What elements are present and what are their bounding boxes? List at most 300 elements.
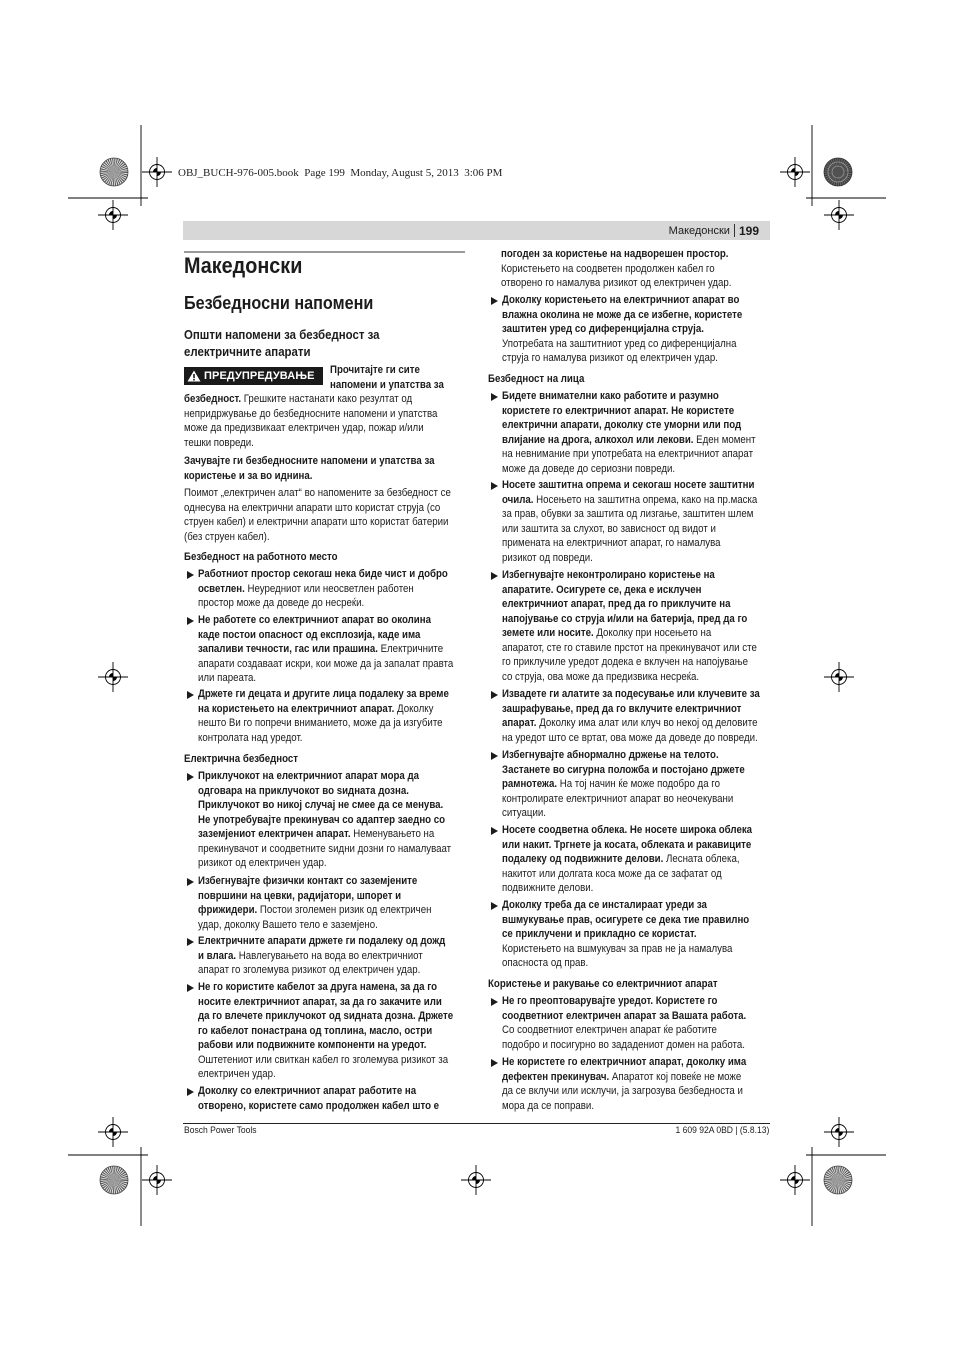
regular-text: Користењето на соодветен продолжен кабел го xyxy=(501,262,715,275)
bullet-text xyxy=(198,934,488,978)
text-line xyxy=(184,326,474,343)
text-line xyxy=(502,806,792,821)
color-wheel-mark xyxy=(824,158,852,186)
bold-text: дефектен прекинувач. xyxy=(502,1070,610,1083)
text-line xyxy=(501,276,791,291)
bullet-arrow-icon xyxy=(187,938,194,946)
regular-text: простор може да доведе до несреќи. xyxy=(198,597,365,609)
bold-text: фрижидери. xyxy=(198,904,258,916)
bullet-item xyxy=(491,1055,774,1112)
bold-text: Избегнувајте неконтролирано користење на xyxy=(502,569,715,581)
regular-text: Доколку има алат или клуч во некој од деловите xyxy=(536,717,758,729)
text-line xyxy=(502,478,792,493)
bold-text: запаливи течности, гас или прашина. xyxy=(198,643,378,655)
regular-text: со струја, ова може да предизвика несреќа. xyxy=(502,670,700,683)
color-wheel-mark xyxy=(824,1166,852,1194)
regular-text: ризикот од електричен удар. xyxy=(198,857,327,869)
text-line xyxy=(502,351,792,366)
text-line xyxy=(184,469,474,484)
regular-text: Неменувањето на xyxy=(350,828,435,840)
regular-text: Употребата на заштитниот уред со диференцијална xyxy=(502,337,737,350)
bold-text: Општи напомени за безбедност за xyxy=(184,327,380,342)
text-line xyxy=(198,918,488,933)
bullet-text xyxy=(198,1084,488,1113)
text-line xyxy=(502,716,792,731)
text-line xyxy=(198,1024,488,1039)
text-line xyxy=(198,582,488,597)
text-line xyxy=(198,784,488,799)
regular-text: удар, доколку Вашето тело е заземјено. xyxy=(198,918,378,931)
text-line xyxy=(502,322,792,337)
registration-mark xyxy=(98,200,128,230)
text-line xyxy=(184,421,474,436)
text-line xyxy=(502,522,792,537)
text-line xyxy=(198,657,488,672)
text-line xyxy=(502,956,792,971)
regular-text: примената на електричниот апарат, го намалува xyxy=(502,537,721,549)
header-divider xyxy=(734,224,735,237)
bullet-item xyxy=(491,748,774,819)
text-line xyxy=(198,842,488,857)
bullet-item xyxy=(187,934,470,976)
regular-text: На тој начин ќе може подобро да го xyxy=(557,778,720,790)
text-line xyxy=(502,493,792,508)
bullet-item xyxy=(491,478,774,564)
regular-text: контролата над уредот. xyxy=(198,731,303,744)
bullet-arrow-icon xyxy=(187,571,194,579)
text-line xyxy=(502,1055,792,1070)
regular-text: тешки повреди. xyxy=(184,436,254,449)
text-line xyxy=(502,293,792,308)
text-line xyxy=(501,262,791,277)
bold-text: електричниот апарат, пред да го приклучите на xyxy=(502,598,731,610)
text-line xyxy=(198,1009,488,1024)
bullet-arrow-icon xyxy=(491,572,498,580)
regular-text: Носењето на заштитна опрема, како на пр.маска xyxy=(533,493,758,506)
text-line xyxy=(502,731,792,746)
regular-text: да се вклучи или исклучи, ја загрозува безбедноста и xyxy=(502,1085,743,1097)
text-line xyxy=(502,404,792,419)
text-line xyxy=(502,867,792,882)
running-header xyxy=(183,221,770,240)
bold-text: Приклучокот во никој случај не смее да се менува. xyxy=(198,799,444,811)
bold-text: Доколку треба да се инсталираат уреди за xyxy=(502,899,707,911)
regular-text: однесува на електрични апарати што користат струја (со xyxy=(184,501,441,514)
bullet-item xyxy=(187,567,470,609)
bullet-text xyxy=(198,769,488,871)
bullet-arrow-icon xyxy=(491,998,498,1006)
subheading xyxy=(184,326,474,360)
heading-workplace-safety: Безбедност на работното место xyxy=(184,551,338,563)
text-line xyxy=(198,642,488,657)
text-line xyxy=(502,994,792,1009)
text-line xyxy=(198,1084,488,1099)
regular-text: струја го намалува ризикот од електричен удар. xyxy=(502,352,718,364)
regular-text: Грешките настанати како резултат од xyxy=(241,393,413,405)
text-line xyxy=(502,852,792,867)
bullet-text xyxy=(502,748,792,821)
text-line xyxy=(502,792,792,807)
text-line xyxy=(502,1070,792,1085)
bold-text: безбедност. xyxy=(184,393,242,405)
text-line xyxy=(502,418,792,433)
regular-text: апаратот, сте го ставиле прстот на прекинувачот или сте xyxy=(502,641,757,654)
bold-text: влијание на дрога, алкохол или лекови. xyxy=(502,433,694,446)
regular-text: апарати создаваат искри, кои може да ја запалат правта xyxy=(198,657,454,670)
bullet-arrow-icon xyxy=(491,1059,498,1067)
bullet-text xyxy=(502,293,792,366)
regular-text: ризикот од повреди. xyxy=(502,551,593,564)
text-line xyxy=(502,308,792,323)
bold-text: Извадете ги алатите за подесување или клучевите за xyxy=(502,688,760,700)
bold-text: погоден за користење на надворешен простор. xyxy=(501,248,729,260)
bullet-arrow-icon xyxy=(491,393,498,401)
section-heading: Безбедносни напомени xyxy=(184,293,374,313)
text-line xyxy=(502,748,792,763)
bullet-item xyxy=(491,293,774,364)
bold-text: очила. xyxy=(502,493,534,506)
regular-text: нешто Ви го попречи вниманието, може да ја изгубите xyxy=(198,717,443,729)
warning-badge-label: ПРЕДУПРЕДУВАЊЕ xyxy=(204,370,315,382)
text-line xyxy=(502,641,792,656)
text-line xyxy=(184,501,474,516)
text-line xyxy=(502,687,792,702)
text-line xyxy=(502,507,792,522)
text-line xyxy=(502,927,792,942)
warning-badge xyxy=(184,367,323,385)
regular-text: Користењето на вшмукувач за прав не ја намалува xyxy=(502,942,733,955)
text-line xyxy=(502,881,792,896)
footer-document-code: 1 609 92A 0BD | (5.8.13) xyxy=(675,1125,769,1136)
regular-text: Оштетениот или свиткан кабел го зголемува ризикот за xyxy=(198,1053,449,1066)
text-line xyxy=(198,1067,488,1082)
color-wheel-mark xyxy=(100,158,128,186)
bold-text: Не користете го електричниот апарат, доколку има xyxy=(502,1056,747,1068)
text-line xyxy=(184,436,474,451)
bold-text: каде постои опасност од експлозија, каде има xyxy=(198,628,421,641)
bullet-arrow-icon xyxy=(491,482,498,490)
bold-text: Доколку со електричниот апарат работите на xyxy=(198,1085,417,1097)
bold-text: зашрафување, пред да го вклучите електричниот xyxy=(502,702,742,715)
text-line xyxy=(198,628,488,643)
text-line xyxy=(502,1099,792,1114)
text-line xyxy=(502,389,792,404)
text-line xyxy=(502,655,792,670)
text-line xyxy=(198,934,488,949)
regular-text: Еден момент xyxy=(693,433,756,446)
text-line xyxy=(198,949,488,964)
text-line xyxy=(198,671,488,686)
page-number: 199 xyxy=(738,223,759,238)
text-line xyxy=(502,763,792,778)
bold-text: носите електричниот апарат, за да го закачите или xyxy=(198,995,442,1008)
bullet-text xyxy=(198,980,488,1082)
text-line xyxy=(198,1038,488,1053)
regular-text: Навлегувањето на вода во електричниот xyxy=(236,949,423,962)
bold-text: апаратите. Осигурете се, дека е исклучен xyxy=(502,583,702,596)
regular-text: Апаратот кој повеќе не може xyxy=(609,1070,742,1083)
text-line xyxy=(502,626,792,641)
registration-mark xyxy=(142,1165,172,1195)
text-line xyxy=(198,963,488,978)
text-line xyxy=(502,568,792,583)
regular-text: Поимот „електричен алат“ во напомените за безбедност се xyxy=(184,487,451,499)
bullet-text xyxy=(502,994,792,1052)
footer-rule xyxy=(183,1123,770,1124)
bold-text: Не употребувајте прекинувач со адаптер заедно со xyxy=(198,813,446,826)
bullet-arrow-icon xyxy=(187,878,194,886)
bold-text: влажна околина не може да се избегне, користете xyxy=(502,308,743,321)
bullet-item xyxy=(491,898,774,969)
bold-text: или накит. Тргнете ја косата, облеката и ракавиците xyxy=(502,838,752,851)
bullet-arrow-icon xyxy=(187,691,194,699)
text-line xyxy=(502,838,792,853)
text-line xyxy=(502,462,792,477)
bullet-arrow-icon xyxy=(491,827,498,835)
bullet-arrow-icon xyxy=(491,752,498,760)
bold-text: го кабелот понастрана од топлина, масло, остри xyxy=(198,1024,433,1037)
bold-text: електричните апарати xyxy=(184,344,311,359)
text-line xyxy=(184,515,474,530)
bold-text: одговара на приклучокот во ѕидната дозна. xyxy=(198,784,409,797)
registration-mark xyxy=(824,200,854,230)
text-line xyxy=(198,980,488,995)
text-line xyxy=(198,798,488,813)
registration-mark xyxy=(824,1117,854,1147)
registration-mark xyxy=(461,1165,491,1195)
regular-text: Електричните xyxy=(377,643,444,655)
bold-text: подалеку од подвижните делови. xyxy=(502,853,664,865)
text-line xyxy=(198,1099,488,1114)
bold-text: напојување со струја и/или на батерија, пред да го xyxy=(502,612,748,625)
bullet-arrow-icon xyxy=(187,1088,194,1096)
text-line xyxy=(198,613,488,628)
text-line xyxy=(502,898,792,913)
heading-personal-safety: Безбедност на лица xyxy=(488,373,585,385)
text-line xyxy=(184,392,474,407)
text-line xyxy=(502,1023,792,1038)
bold-text: Работниот простор секогаш нека биде чист и добро xyxy=(198,568,448,580)
heading-tool-use: Користење и ракување со електричниот апарат xyxy=(488,978,718,990)
bold-text: Електричните апарати држете ги подалеку од дожд xyxy=(198,935,446,947)
registration-mark xyxy=(142,157,172,187)
bold-text: на користењето на електричниот апарат. xyxy=(198,702,395,715)
bullet-arrow-icon xyxy=(187,773,194,781)
bullet-text xyxy=(502,823,792,896)
regular-text: Лесната облека, xyxy=(663,853,740,865)
registration-mark xyxy=(824,662,854,692)
bold-text: отворено, користете само продолжен кабел што е xyxy=(198,1099,440,1112)
bold-text: рамнотежа. xyxy=(502,778,558,790)
text-line xyxy=(198,856,488,871)
text-line xyxy=(502,823,792,838)
bullet-text xyxy=(502,1055,792,1113)
text-line xyxy=(198,995,488,1010)
regular-text: Со соодветниот електричен апарат ќе работите xyxy=(502,1024,717,1036)
text-line xyxy=(502,1009,792,1024)
bullet-item xyxy=(187,1084,470,1112)
text-line xyxy=(198,731,488,746)
text-line xyxy=(502,670,792,685)
bold-text: Застанете во сигурна положба и постојано држете xyxy=(502,763,745,776)
bold-text: користете го електричниот апарат. Не користете xyxy=(502,404,735,417)
regular-text: апарат го зголемува ризикот од електричен удар. xyxy=(198,964,421,976)
bold-text: Бидете внимателни како работите и разумно xyxy=(502,390,719,402)
warning-text xyxy=(184,392,474,450)
regular-text: на невнимание при употребата на електричниот апарат xyxy=(502,448,754,460)
bullet-item xyxy=(491,687,774,744)
text-line xyxy=(502,777,792,792)
regular-text: подвижните делови. xyxy=(502,882,594,894)
bullet-item xyxy=(491,994,774,1051)
regular-text: подобро и посигурно во зададениот домен на работа. xyxy=(502,1038,745,1051)
term-definition-text xyxy=(184,486,474,544)
bold-text: Носете соодветна облека. Не носете широка облека xyxy=(502,824,753,836)
text-line xyxy=(502,1038,792,1053)
bullet-item xyxy=(187,687,470,744)
bold-text: Не го преоптоварувајте уредот. Користете го xyxy=(502,995,718,1007)
bullet-text xyxy=(502,478,792,565)
bullet-item xyxy=(491,568,774,683)
bullet-text xyxy=(198,874,488,932)
regular-text: Постои зголемен ризик од електричен xyxy=(257,904,432,916)
regular-text: електричен удар. xyxy=(198,1068,276,1080)
text-line xyxy=(502,536,792,551)
regular-text: прекинувачот и соодветните ѕидни дозни го намалуваат xyxy=(198,842,452,855)
registration-mark xyxy=(98,1117,128,1147)
bullet-item xyxy=(491,823,774,894)
regular-text: струен кабел) и електрични апарати што користат батерии xyxy=(184,516,449,528)
regular-text: опасноста од прав. xyxy=(502,957,589,969)
bold-text: соодветниот електричен апарат за Вашата работа. xyxy=(502,1009,747,1022)
bullet-arrow-icon xyxy=(491,297,498,305)
bold-text: електрични апарати, доколку сте уморни или под xyxy=(502,419,742,431)
bullet-text xyxy=(502,687,792,745)
regular-text: ситуации. xyxy=(502,807,546,819)
bullet-continuation-text xyxy=(501,247,791,291)
bold-text: Избегнувајте абнормално држење на телото. xyxy=(502,749,719,761)
bullet-item xyxy=(187,769,470,869)
regular-text: може да доведе до сериозни повреди. xyxy=(502,462,676,475)
bold-text: Избегнувајте физички контакт со заземјените xyxy=(198,875,418,887)
regular-text: накитот или долгата коса може да се зафатат од xyxy=(502,867,722,880)
bullet-text xyxy=(502,898,792,971)
bullet-text xyxy=(502,568,792,684)
bold-text: Носете заштитна опрема и секогаш носете заштитни xyxy=(502,479,755,491)
footer-publisher: Bosch Power Tools xyxy=(184,1125,257,1136)
warning-triangle-icon xyxy=(187,370,201,382)
bold-text: се приклучени и прикладно се користат. xyxy=(502,928,697,940)
registration-mark xyxy=(780,1165,810,1195)
text-line xyxy=(184,343,474,360)
bold-text: Не го користите кабелот за друга намена, за да го xyxy=(198,981,438,993)
bold-text: и влага. xyxy=(198,949,237,962)
text-line xyxy=(502,551,792,566)
keep-instructions-text xyxy=(184,454,474,483)
color-wheel-mark xyxy=(100,1166,128,1194)
registration-mark xyxy=(98,662,128,692)
text-line xyxy=(198,769,488,784)
bullet-text xyxy=(198,613,488,686)
bold-text: напомени и упатства за xyxy=(330,378,444,391)
bold-text: земете или носите. xyxy=(502,627,594,639)
bold-text: заштитен уред со диференцијална струја. xyxy=(502,323,704,335)
heading-electrical-safety: Електрична безбедност xyxy=(184,753,299,765)
text-line xyxy=(502,1084,792,1099)
text-line xyxy=(198,716,488,731)
page-title: Македонски xyxy=(184,253,303,278)
bullet-arrow-icon xyxy=(491,902,498,910)
text-line xyxy=(198,596,488,611)
text-line xyxy=(198,889,488,904)
text-line xyxy=(198,827,488,842)
bullet-text xyxy=(502,389,792,476)
text-line xyxy=(502,702,792,717)
text-line xyxy=(502,942,792,957)
regular-text: контролирате електричниот апарат во неочекувани xyxy=(502,792,734,805)
regular-text: Доколку при носењето на xyxy=(593,627,712,639)
text-line xyxy=(198,702,488,717)
bullet-arrow-icon xyxy=(491,691,498,699)
bullet-item xyxy=(187,874,470,931)
text-line xyxy=(501,247,791,262)
text-line xyxy=(502,583,792,598)
bold-text: апарат. xyxy=(502,717,537,729)
text-line xyxy=(184,486,474,501)
regular-text: непридржување до безбедносните напомени и упатства xyxy=(184,407,438,420)
text-line xyxy=(502,612,792,627)
bullet-arrow-icon xyxy=(187,617,194,625)
bold-text: осветлен. xyxy=(198,582,245,595)
registration-mark xyxy=(780,157,810,187)
bold-text: Доколку користењето на електричниот апарат во xyxy=(502,294,740,306)
bullet-item xyxy=(187,613,470,684)
text-line xyxy=(184,407,474,422)
text-line xyxy=(502,433,792,448)
text-line xyxy=(198,687,488,702)
bullet-text xyxy=(198,567,488,611)
text-line xyxy=(198,567,488,582)
bold-text: Не работете со електричниот апарат во околина xyxy=(198,614,431,626)
bold-text: рабови или подвижните компоненти на уредот. xyxy=(198,1039,427,1051)
text-line xyxy=(198,813,488,828)
regular-text: може да предизвикаат електричен удар, пожар и/или xyxy=(184,422,424,434)
text-line xyxy=(184,454,474,469)
bullet-arrow-icon xyxy=(187,984,194,992)
regular-text: или заштита за слухот, во зависност од видот и xyxy=(502,522,716,535)
regular-text: мора да се поправи. xyxy=(502,1099,595,1112)
text-line xyxy=(198,903,488,918)
print-slug-line: OBJ_BUCH-976-005.book Page 199 Monday, August 5, 2013 3:06 PM xyxy=(178,167,503,179)
regular-text: или пареата. xyxy=(198,672,257,684)
bold-text: Зачувајте ги безбедносните напомени и упатства за xyxy=(184,455,435,467)
text-line xyxy=(198,874,488,889)
text-line xyxy=(502,337,792,352)
text-line xyxy=(502,447,792,462)
bold-text: користење и за во иднина. xyxy=(184,469,313,482)
bold-text: Прочитајте ги сите xyxy=(330,364,420,376)
bold-text: површини на цевки, радијатори, шпорет и xyxy=(198,889,402,902)
text-line xyxy=(184,530,474,545)
bullet-item xyxy=(491,389,774,475)
bold-text: да го влечете приклучокот од ѕидната дозна. Држете xyxy=(198,1010,454,1022)
bullet-text xyxy=(198,687,488,745)
bold-text: заземјениот електричен апарат. xyxy=(198,828,351,840)
regular-text: Доколку xyxy=(394,702,434,715)
text-line xyxy=(502,913,792,928)
header-section-name: Македонски xyxy=(668,224,730,237)
regular-text: го приклучиле уредот додека е вклучен на напојување xyxy=(502,656,748,668)
